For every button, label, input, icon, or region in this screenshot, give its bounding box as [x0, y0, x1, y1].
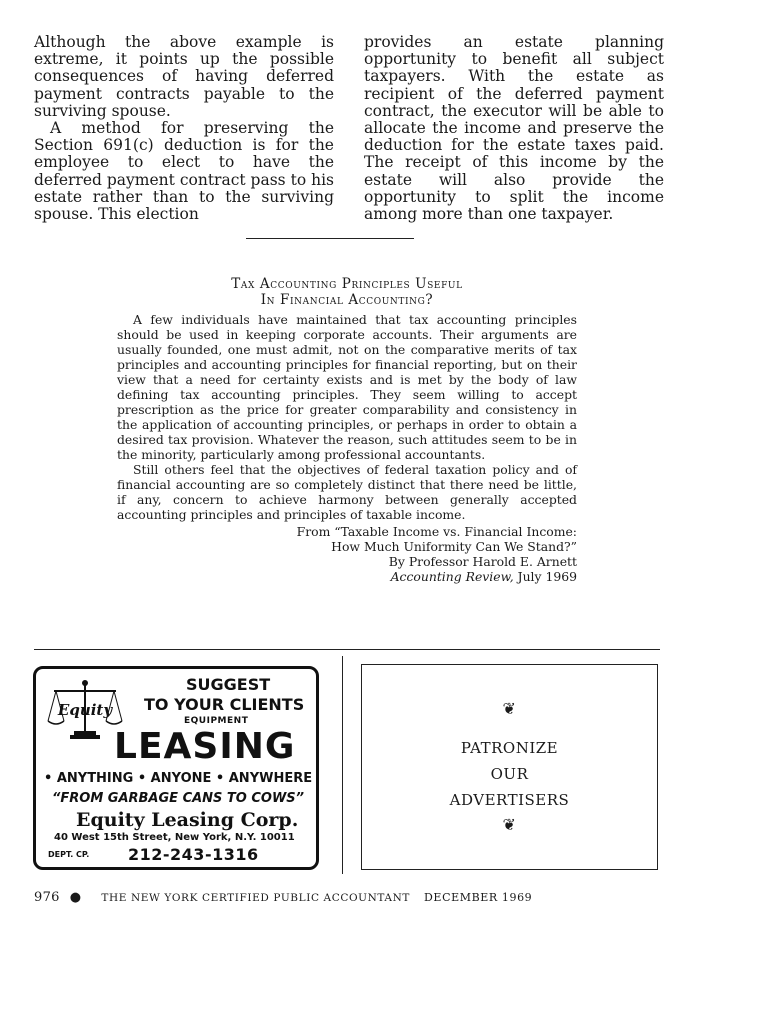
- patronize-line-3: ADVERTISERS: [449, 791, 570, 809]
- footer-journal: THE NEW YORK CERTIFIED PUBLIC ACCOUNTANT: [101, 892, 411, 904]
- ad-suggest: SUGGEST: [186, 675, 271, 694]
- left-paragraph-2: A method for preserving the Section 691(c) deduction is for the employee to elect to have the deferred payment contract pass to his estate rather than to the surviving spouse. This election: [34, 119, 334, 224]
- footer-date: DECEMBER 1969: [424, 891, 533, 904]
- ad-dept: DEPT. CP.: [48, 850, 90, 859]
- equity-leasing-ad: [33, 666, 319, 870]
- scales-logo-icon: [46, 677, 124, 741]
- right-column: [364, 34, 664, 223]
- footer-bullet-icon: ●: [69, 890, 82, 905]
- inset-paragraph-2: Still others feel that the objectives of federal taxation policy and of financial accounting are so completely distinct that there need be little, if any, concern to achieve harmony between generally accepted accounting principles and principles of taxable income.: [117, 462, 577, 522]
- ad-vertical-rule: [342, 656, 343, 874]
- attribution-line-3: By Professor Harold E. Arnett: [388, 554, 577, 569]
- inset-title: [117, 276, 577, 308]
- ad-slogan: “FROM GARBAGE CANS TO COWS”: [52, 791, 305, 806]
- ad-section-divider: [34, 649, 660, 650]
- ad-anything: • ANYTHING • ANYONE • ANYWHERE: [44, 771, 313, 786]
- attribution-journal: Accounting Review,: [390, 569, 514, 584]
- patronize-line-1: PATRONIZE: [460, 739, 559, 757]
- left-column: [34, 34, 334, 223]
- ornament-top-icon: ❦: [502, 699, 517, 718]
- page-number: 976: [34, 890, 60, 905]
- inset-paragraph-1: A few individuals have maintained that tax accounting principles should be used in keeping corporate accounts. Their arguments are usually founded, one must admit, not on the comparative merits of tax principles and accounting principles for financial reporting, but on their view that a need for certainty exists and is met by the body of law defining tax accounting principles. They seem willing to accept prescription as the price for greater comparability and consistency in the application of accounting principles, or perhaps in order to obtain a desired tax provision. Whatever the reason, such attitudes seem to be in the minority, particularly among professional accountants.: [117, 312, 577, 462]
- ornament-bottom-icon: ❦: [502, 815, 517, 834]
- section-divider: [246, 238, 414, 239]
- patronize-box: [361, 664, 658, 870]
- inset-title-line-1: Tax Accounting Principles Useful: [231, 276, 463, 292]
- ad-address: 40 West 15th Street, New York, N.Y. 10011: [54, 832, 295, 843]
- attribution-line-2: How Much Uniformity Can We Stand?”: [331, 539, 577, 554]
- inset-attribution: [117, 524, 577, 584]
- ad-equipment: EQUIPMENT: [184, 716, 249, 726]
- attribution-source: [117, 569, 577, 584]
- ad-company-name: Equity Leasing Corp.: [76, 809, 299, 831]
- left-paragraph-1: Although the above example is extreme, it points up the possible consequences of having deferred payment contracts payable to the surviving spouse.: [34, 33, 334, 120]
- page-footer: [34, 890, 532, 905]
- right-paragraph-1: provides an estate planning opportunity to benefit all subject taxpayers. With the estate as recipient of the deferred payment contract, the executor will be able to allocate the income and preserve the deduction for the estate taxes paid. The receipt of this income by the estate will also provide the opportunity to split the income among more than one taxpayer.: [364, 33, 664, 224]
- inset-quote: [117, 276, 577, 584]
- ad-phone: 212-243-1316: [128, 845, 259, 864]
- logo-equity-text: Equity: [57, 701, 113, 719]
- inset-title-line-2: In Financial Accounting?: [260, 292, 434, 308]
- patronize-line-2: OUR: [490, 765, 529, 783]
- attribution-line-1: From “Taxable Income vs. Financial Income:: [296, 524, 577, 539]
- ad-to-clients: TO YOUR CLIENTS: [144, 695, 305, 714]
- attribution-date: July 1969: [517, 569, 577, 584]
- ad-leasing: LEASING: [114, 726, 296, 767]
- patronize-text: [362, 735, 657, 813]
